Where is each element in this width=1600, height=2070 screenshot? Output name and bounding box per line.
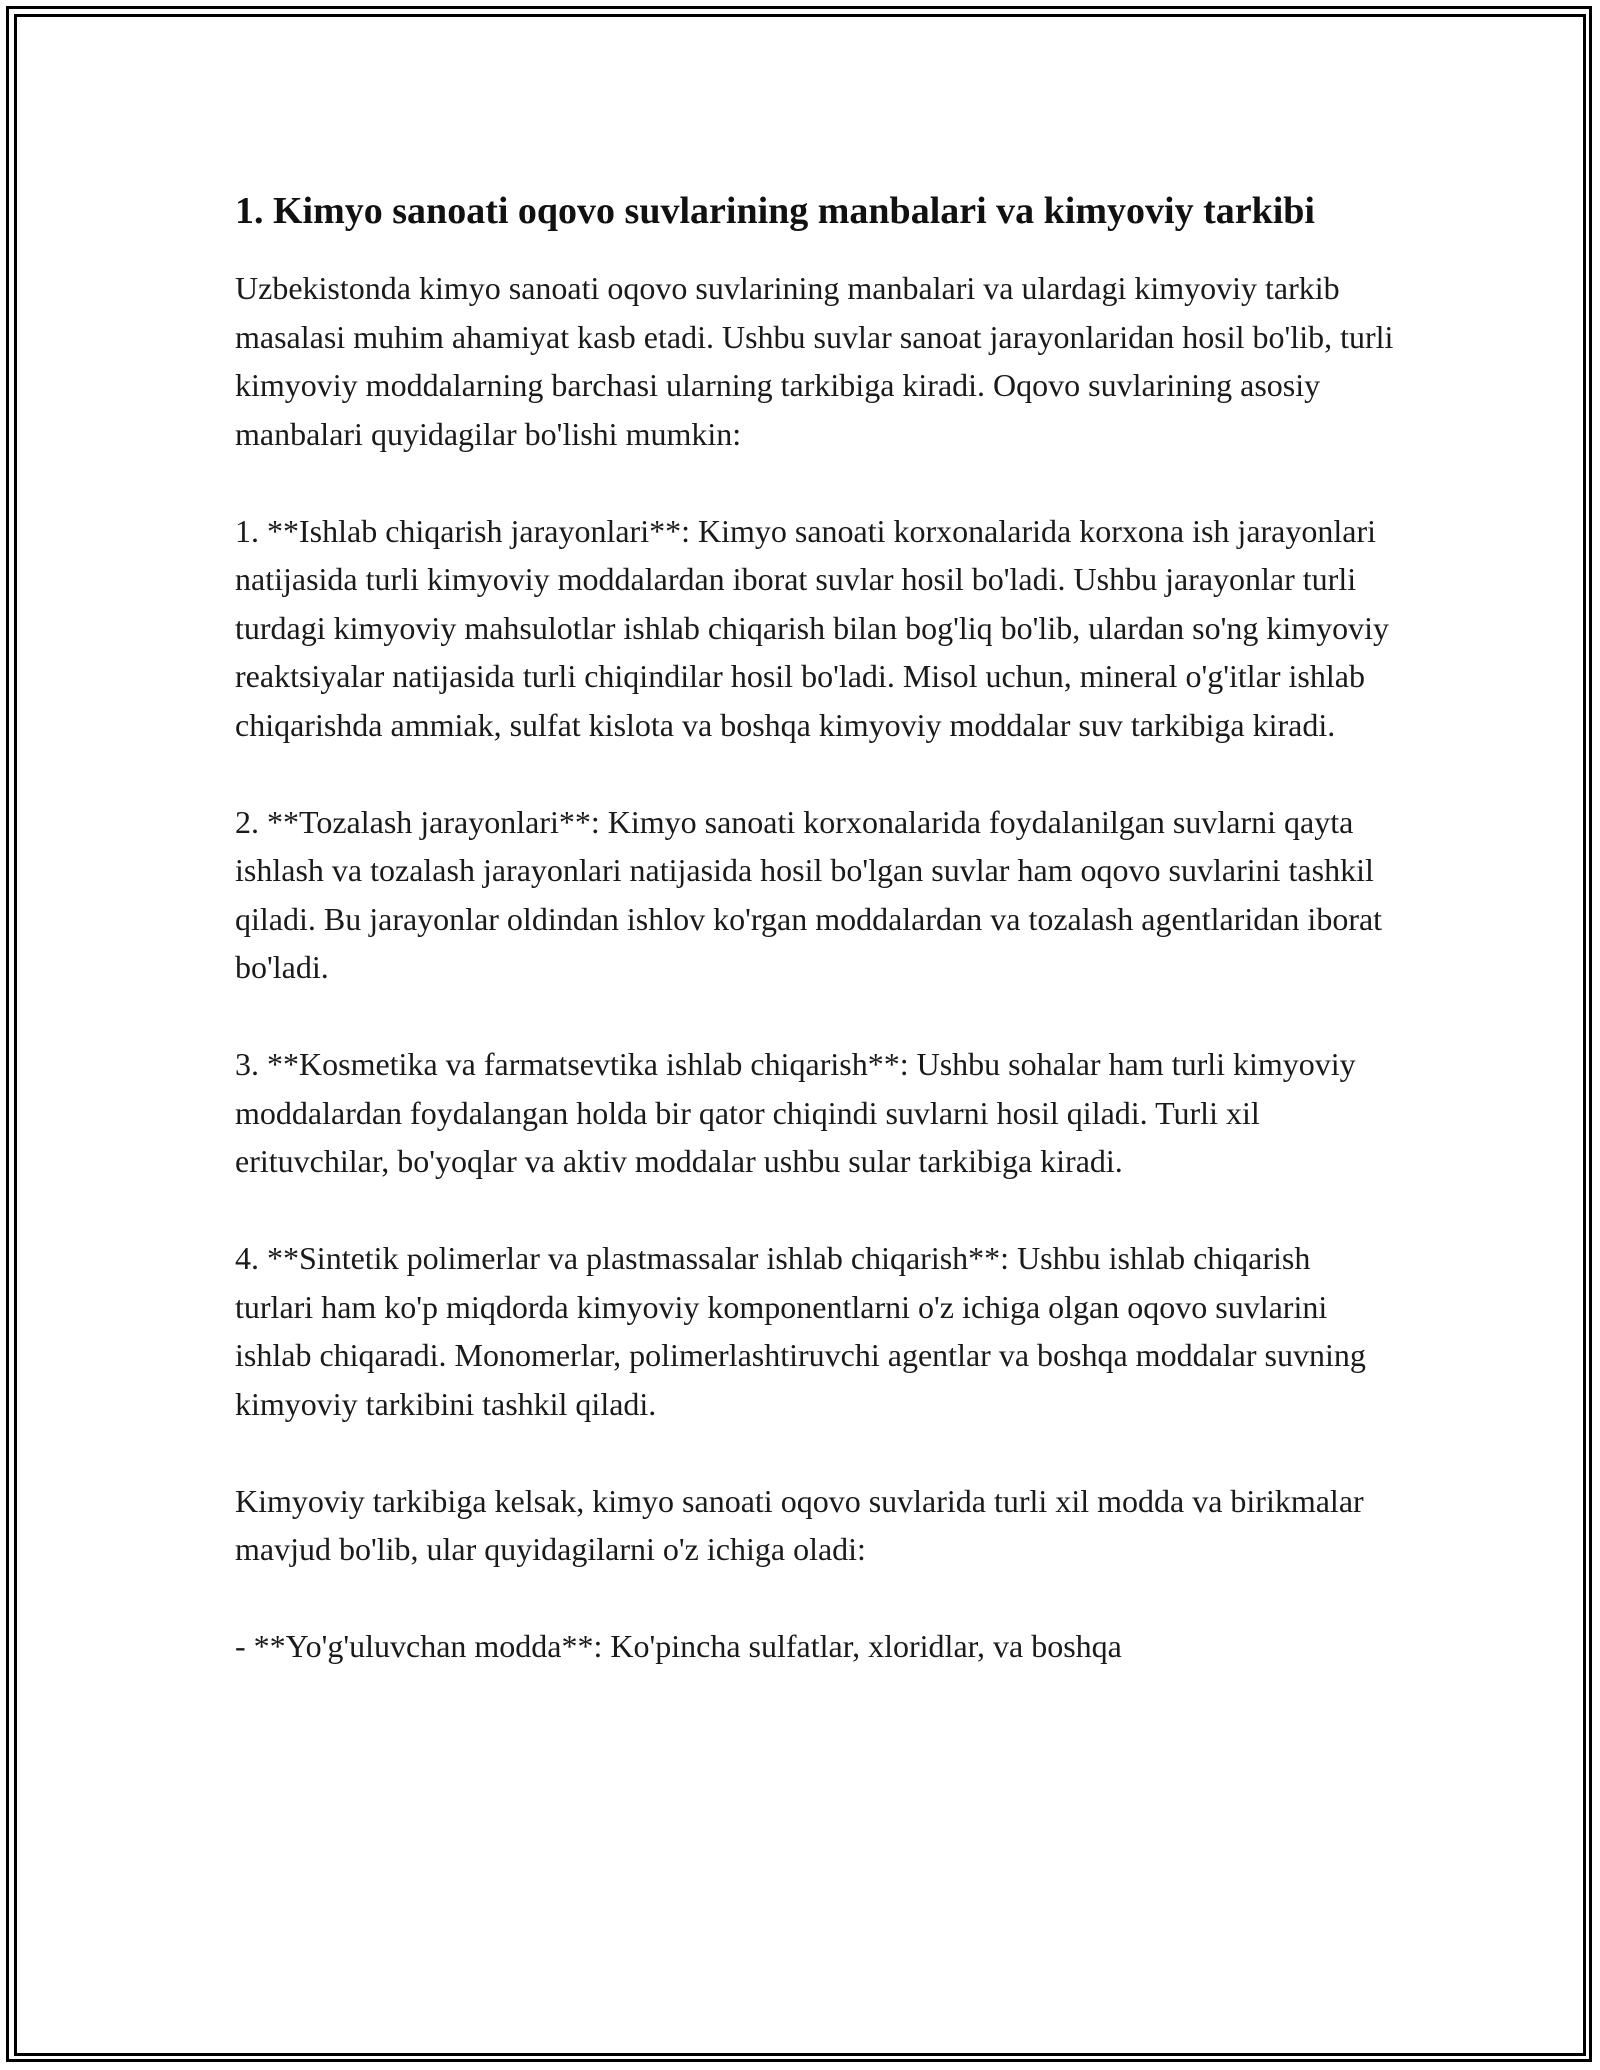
- bullet-item-paragraph: - **Yo'g'uluvchan modda**: Ko'pincha sulfatlar, xloridlar, va boshqa: [235, 1628, 1122, 1664]
- intro-paragraph: Uzbekistonda kimyo sanoati oqovo suvlarining manbalari va ulardagi kimyoviy tarkib masalasi muhim ahamiyat kasb etadi. Ushbu suvlar sanoat jarayonlaridan hosil bo'lib, turli kimyoviy moddalarning barchasi ularning tarkibiga kiradi. Oqovo suvlarining asosiy manbalari quyidagilar bo'lishi mumkin:: [235, 270, 1394, 452]
- list-item-4-paragraph: 4. **Sintetik polimerlar va plastmassalar ishlab chiqarish**: Ushbu ishlab chiqarish turlari ham ko'p miqdorda kimyoviy komponentlarni o'z ichiga olgan oqovo suvlarini ishlab chiqaradi. Monomerlar, polimerlashtiruvchi agentlar va boshqa moddalar suvning kimyoviy tarkibini tashkil qiladi.: [235, 1240, 1366, 1422]
- section-heading: 1. Kimyo sanoati oqovo suvlarining manbalari va kimyoviy tarkibi: [235, 190, 1315, 232]
- list-item-3-paragraph: 3. **Kosmetika va farmatsevtika ishlab chiqarish**: Ushbu sohalar ham turli kimyoviy moddalardan foydalangan holda bir qator chiqindi suvlarni hosil qiladi. Turli xil erituvchilar, bo'yoqlar va aktiv moddalar ushbu sular tarkibiga kiradi.: [235, 1046, 1356, 1179]
- document-body: [235, 186, 1395, 1719]
- composition-paragraph: Kimyoviy tarkibiga kelsak, kimyo sanoati oqovo suvlarida turli xil modda va birikmalar mavjud bo'lib, ular quyidagilarni o'z ichiga oladi:: [235, 1482, 1364, 1567]
- list-item-1-paragraph: 1. **Ishlab chiqarish jarayonlari**: Kimyo sanoati korxonalarida korxona ish jarayonlari natijasida turli kimyoviy moddalardan iborat suvlar hosil bo'ladi. Ushbu jarayonlar turli turdagi kimyoviy mahsulotlar ishlab chiqarish bilan bog'liq bo'lib, ulardan so'ng kimyoviy reaktsiyalar natijasida turli chiqindilar hosil bo'ladi. Misol uchun, mineral o'g'itlar ishlab chiqarishda ammiak, sulfat kislota va boshqa kimyoviy moddalar suv tarkibiga kiradi.: [235, 512, 1390, 743]
- list-item-2-paragraph: 2. **Tozalash jarayonlari**: Kimyo sanoati korxonalarida foydalanilgan suvlarni qayta ishlash va tozalash jarayonlari natijasida hosil bo'lgan suvlar ham oqovo suvlarini tashkil qiladi. Bu jarayonlar oldindan ishlov ko'rgan moddalardan va tozalash agentlaridan iborat bo'ladi.: [235, 803, 1383, 985]
